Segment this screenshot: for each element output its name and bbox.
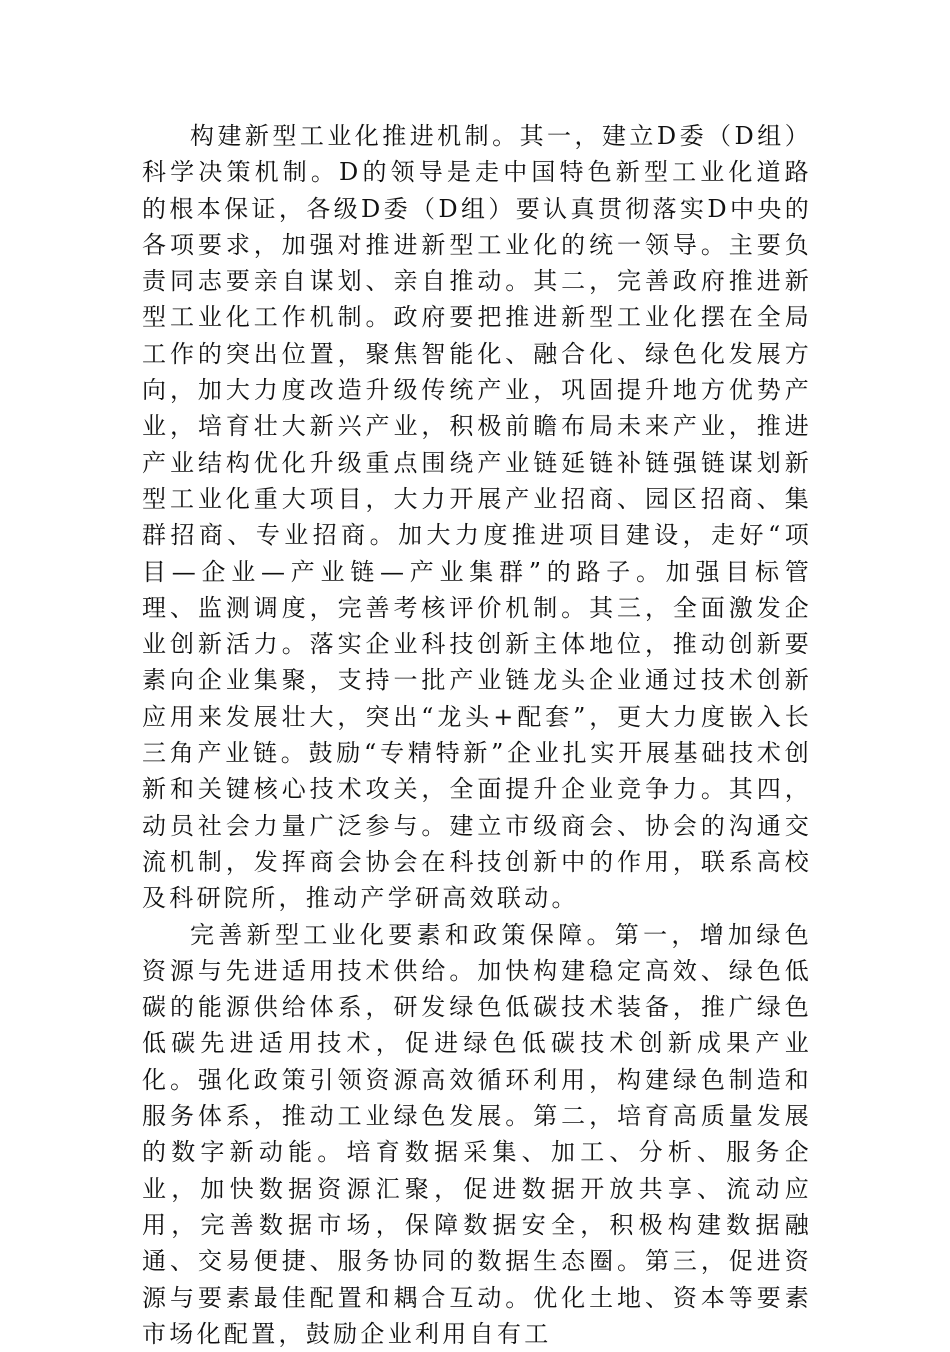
paragraph-factor-policy-guarantee: 完善新型工业化要素和政策保障。第一，增加绿色资源与先进适用技术供给。加快构建稳定高效、绿色低碳的能源供给体系，研发绿色低碳技术装备，推广绿色低碳先进适用技术，促进绿色低碳技术创新成果产业化。强化政策引领资源高效循环利用，构建绿色制造和服务体系，推动工业绿色发展。第二，培育高质量发展的数字新动能。培育数据采集、加工、分析、服务企业，加快数据资源汇聚，促进数据开放共享、流动应用，完善数据市场，保障数据安全，积极构建数据融通、交易便捷、服务协同的数据生态圈。第三，促进资源与要素最佳配置和耦合互动。优化土地、资本等要素市场化配置，鼓励企业利用自有工 xyxy=(142,920,812,1348)
paragraph-industrialization-mechanism: 构建新型工业化推进机制。其一，建立D委（D组）科学决策机制。D的领导是走中国特色新型工业化道路的根本保证，各级D委（D组）要认真贯彻落实D中央的各项要求，加强对推进新型工业化的统一领导。主要负责同志要亲自谋划、亲自推动。其二，完善政府推进新型工业化工作机制。政府要把推进新型工业化摆在全局工作的突出位置，聚焦智能化、融合化、绿色化发展方向，加大力度改造升级传统产业，巩固提升地方优势产业，培育壮大新兴产业，积极前瞻布局未来产业，推进产业结构优化升级重点围绕产业链延链补链强链谋划新型工业化重大项目，大力开展产业招商、园区招商、集群招商、专业招商。加大力度推进项目建设，走好“项目—企业—产业链—产业集群”的路子。加强目标管理、监测调度，完善考核评价机制。其三，全面激发企业创新活力。落实企业科技创新主体地位，推动创新要素向企业集聚，支持一批产业链龙头企业通过技术创新应用来发展壮大，突出“龙头+配套”，更大力度嵌入长三角产业链。鼓励“专精特新”企业扎实开展基础技术创新和关键核心技术攻关，全面提升企业竞争力。其四，动员社会力量广泛参与。建立市级商会、协会的沟通交流机制，发挥商会协会在科技创新中的作用，联系高校及科研院所，推动产学研高效联动。 xyxy=(142,122,812,913)
body-text xyxy=(142,118,812,1352)
